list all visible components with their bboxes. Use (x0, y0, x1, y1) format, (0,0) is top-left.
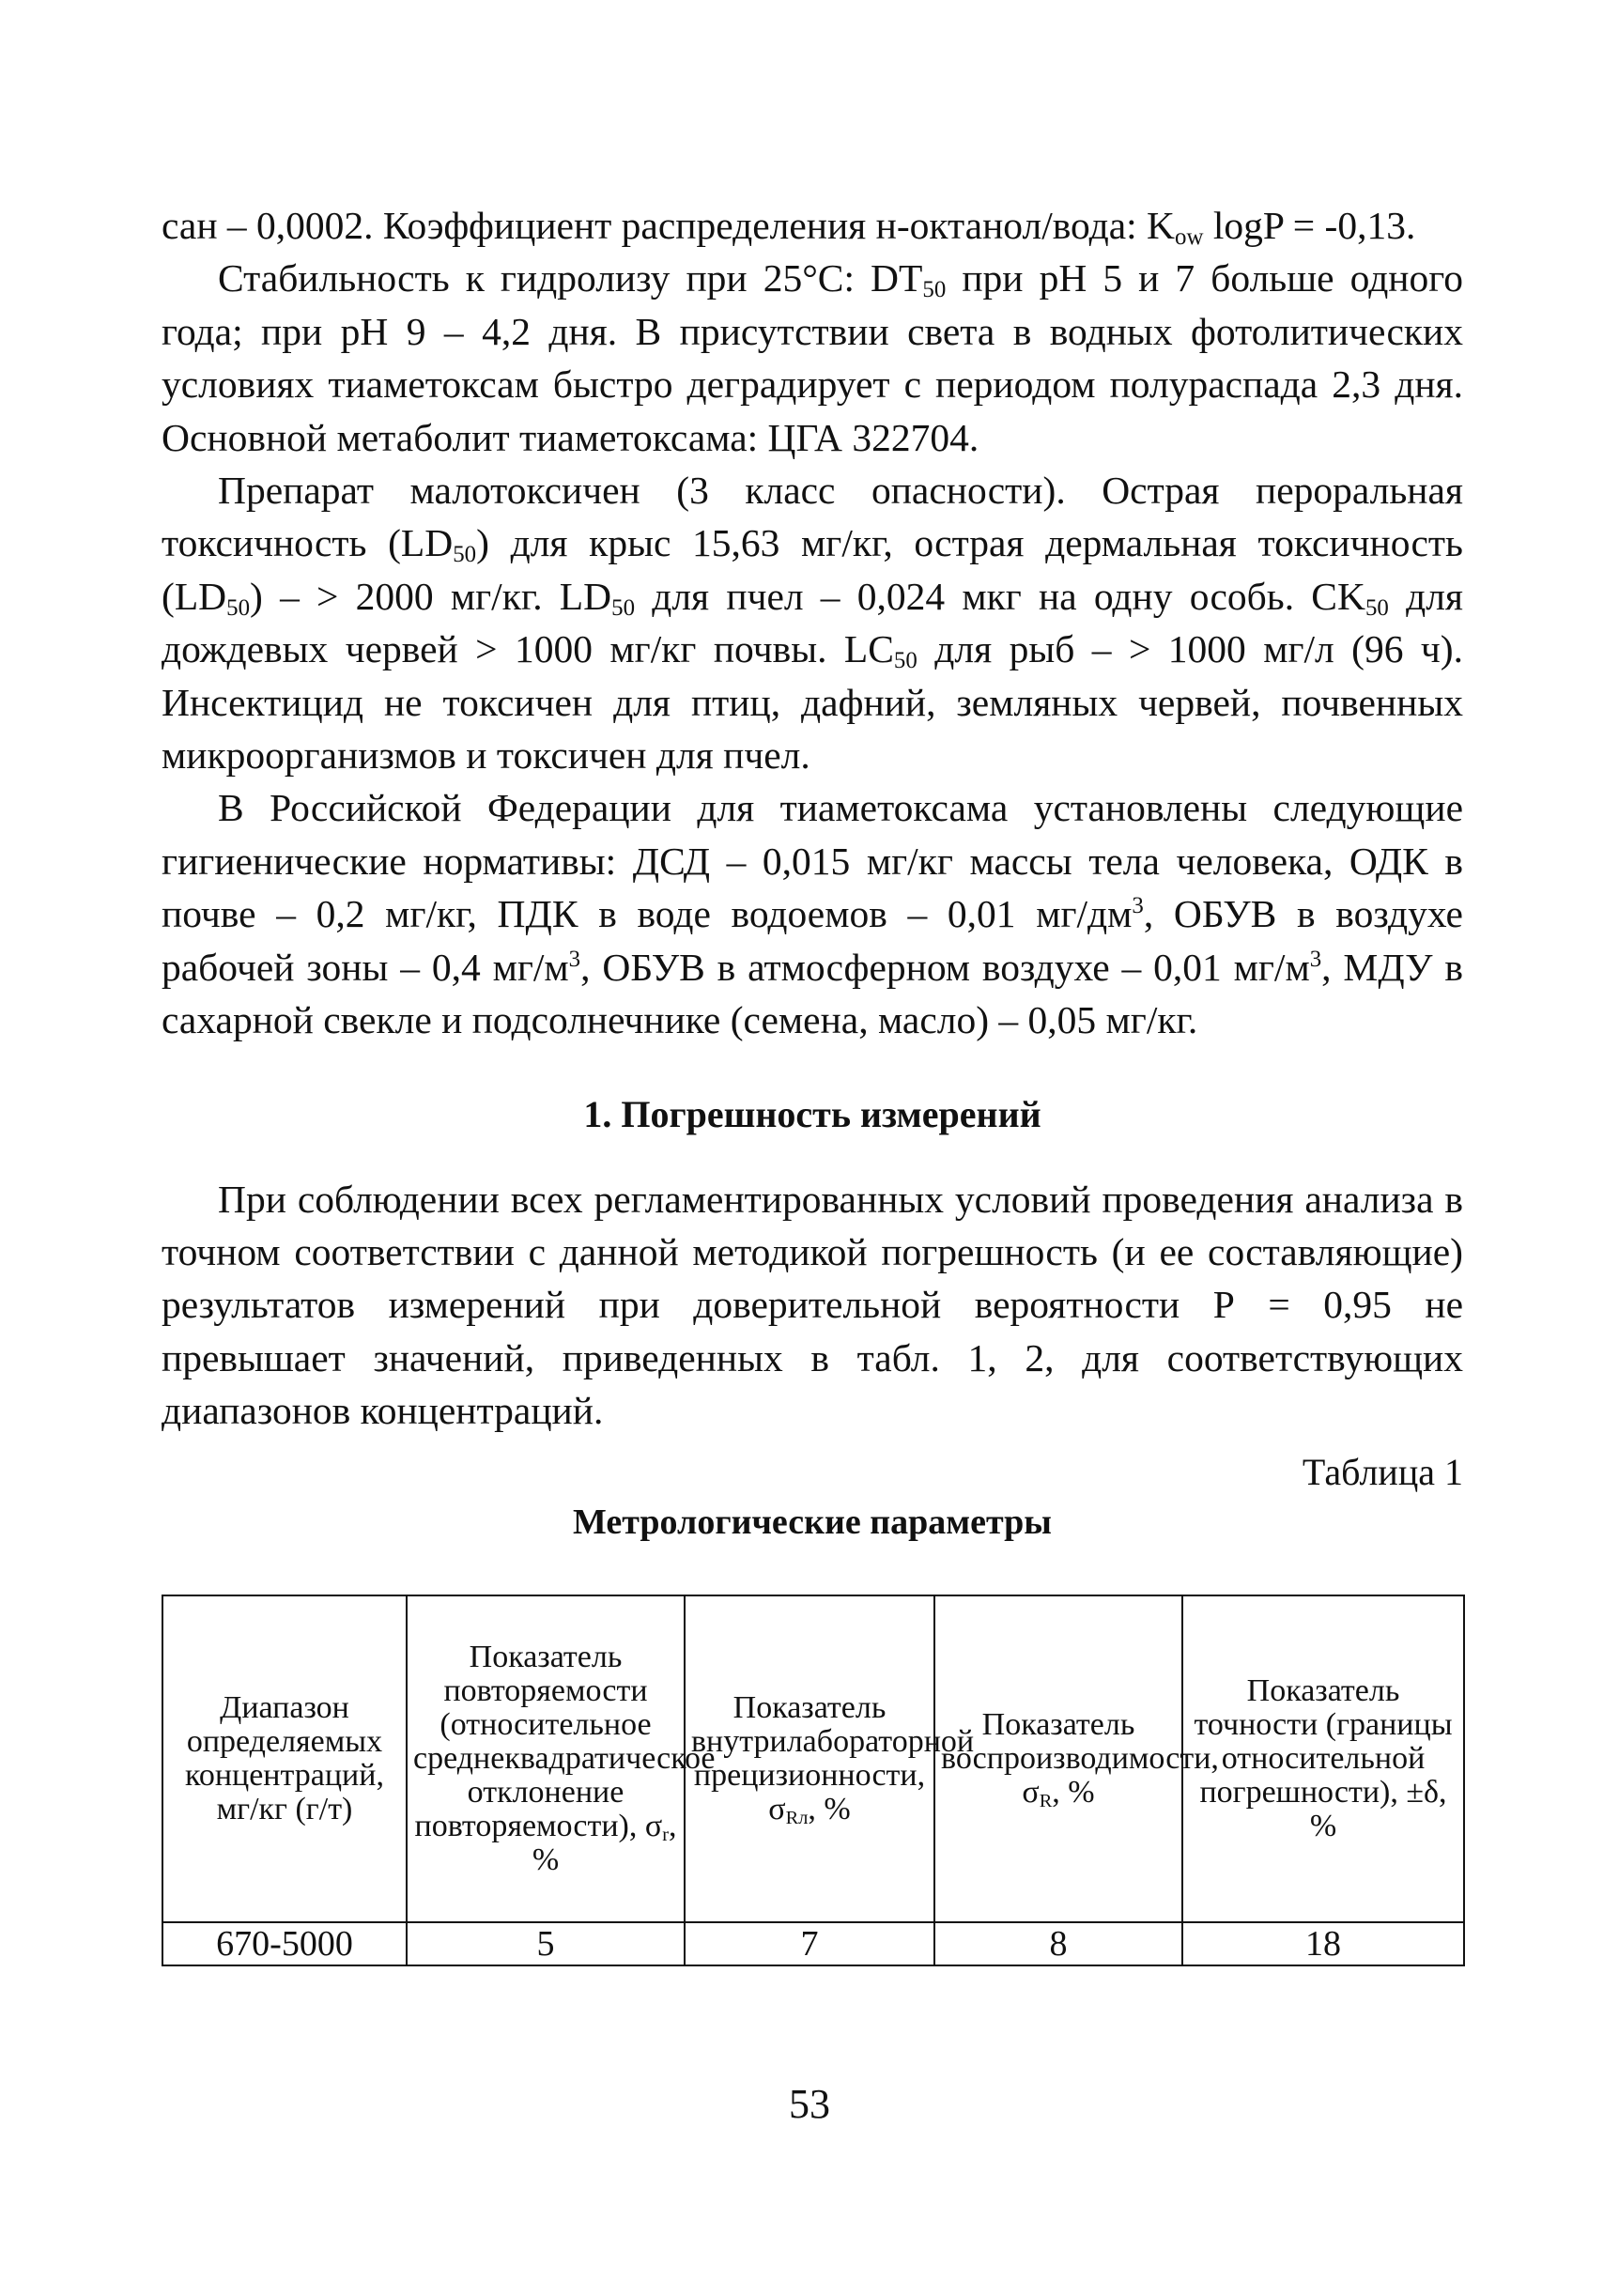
superscript: 3 (1132, 893, 1144, 919)
text-run: ) для крыс 15,63 мг/кг, острая дермальная токсичность (LD (162, 521, 1463, 618)
header-unit: , % (1052, 1775, 1095, 1810)
text-run: для пчел – 0,024 мкг на одну особь. CK (635, 574, 1365, 618)
table-cell: 8 (934, 1922, 1182, 1965)
sigma-symbol: σ (644, 1809, 663, 1843)
header-text: Показатель точности (границы относительной погрешности), ±δ, % (1194, 1673, 1453, 1843)
paragraph-hydrolysis (162, 252, 1463, 464)
document-page (162, 199, 1463, 1547)
table-title: Метрологические параметры (573, 1502, 1052, 1542)
header-intralab-precision (685, 1595, 975, 1922)
table-row (162, 1922, 1464, 1965)
text-run: , ОБУВ в воздухе рабочей зоны – 0,4 мг/м (162, 892, 1463, 989)
header-accuracy (1182, 1595, 1464, 1922)
text-run: logP = -0,13. (1203, 204, 1416, 247)
subscript: r (662, 1825, 669, 1846)
text-run: сан – 0,0002. Коэффициент распределения н-октанол/вода: K (162, 204, 1176, 247)
section-heading: 1. Погрешность измерений (583, 1092, 1041, 1135)
page-number: 53 (789, 2081, 830, 2127)
table-cell: 7 (685, 1922, 934, 1965)
superscript: 3 (568, 946, 581, 972)
subscript: 50 (1365, 595, 1389, 622)
subscript: 50 (611, 595, 636, 622)
subscript: 50 (922, 277, 947, 303)
text-run: при pH 5 и 7 больше одного года; при pH 9 – 4,2 дня. В присутствии света в водных фотолитических условиях тиаметоксам быстро деградирует с периодом полураспада 2,3 дня. Основной метаболит тиаметоксама: ЦГА 322704. (162, 256, 1464, 459)
subscript: 50 (893, 648, 917, 674)
header-reproducibility (934, 1595, 1219, 1922)
subscript: R (1039, 1791, 1053, 1812)
subscript: 50 (226, 595, 251, 622)
header-unit: , % (532, 1809, 677, 1877)
subscript: ow (1175, 224, 1204, 251)
text-run: В Российской Федерации для тиаметоксама установлены следующие гигиенические нормативы: ДСД – 0,015 мг/кг массы тела человека, ОДК в почве – 0,2 мг/кг, ПДК в воде водоемов – 0,01 мг/дм (162, 786, 1463, 936)
superscript: 3 (1309, 946, 1322, 972)
header-text: Показатель повторяемости (относительное среднеквадратическое отклонение повторяемости), (413, 1640, 716, 1843)
text-run: ) – > 2000 мг/кг. LD (250, 574, 612, 618)
header-unit: , % (808, 1792, 851, 1826)
sigma-symbol: σ (768, 1792, 786, 1826)
text-run: Препарат малотоксичен (3 класс опасности). Острая пероральная токсичность (LD (162, 469, 1463, 565)
header-text: Показатель внутрилабораторной прецизионности, (691, 1690, 975, 1793)
header-text: Диапазон определяемых концентраций, мг/кг (г/т) (185, 1690, 384, 1826)
header-concentration-range (162, 1595, 407, 1922)
text-run: Стабильность к гидролизу при 25°С: DT (218, 256, 923, 300)
sigma-symbol: σ (1022, 1775, 1040, 1810)
paragraph-partition-coefficient (162, 199, 1463, 252)
table-cell: 18 (1182, 1922, 1464, 1965)
subscript: Rл (785, 1808, 809, 1829)
table-number: Таблица 1 (1302, 1450, 1463, 1493)
header-text: Показатель воспроизводимости, (941, 1707, 1219, 1776)
text-run: , ОБУВ в атмосферном воздухе – 0,01 мг/м (580, 945, 1310, 989)
header-repeatability (407, 1595, 716, 1922)
text-run: для дождевых червей > 1000 мг/кг почвы. LC (162, 574, 1463, 671)
paragraph-measurement-error: При соблюдении всех регламентированных условий проведения анализа в точном соответствии с данной методикой погрешность (и ее составляющие) результатов измерений при доверительной вероятности Р = 0,95 не превышает значений, приведенных в табл. 1, 2, для соответствующих диапазонов концентраций. (162, 1177, 1463, 1433)
subscript: 50 (453, 542, 477, 568)
table-cell: 670-5000 (162, 1922, 407, 1965)
metrology-table (162, 1595, 1465, 1966)
table-cell: 5 (407, 1922, 685, 1965)
text-run: для рыб – > 1000 мг/л (96 ч). Инсектицид не токсичен для птиц, дафний, земляных червей, почвенных микроорганизмов и токсичен для пчел. (162, 627, 1463, 778)
text-run: , МДУ в сахарной свекле и подсолнечнике (семена, масло) – 0,05 мг/кг. (162, 945, 1463, 1042)
paragraph-hygiene-standards (162, 781, 1463, 1046)
paragraph-toxicity (162, 464, 1463, 781)
table-header-row (162, 1595, 1464, 1922)
